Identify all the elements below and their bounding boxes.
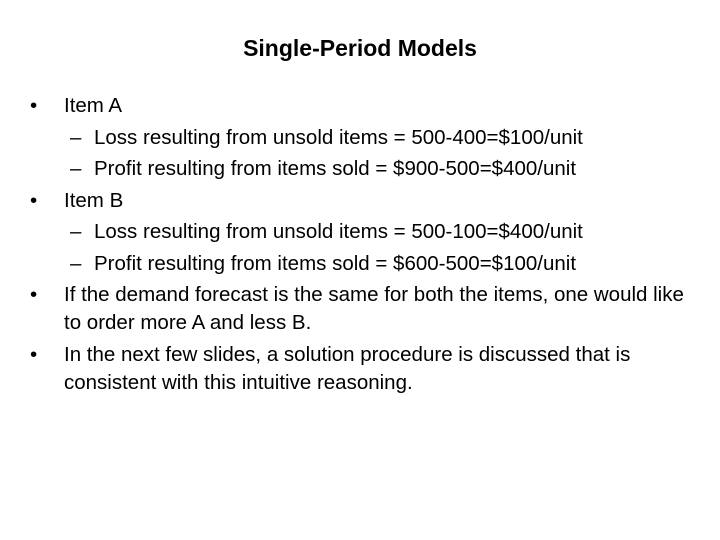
bullet-text: Item B bbox=[64, 188, 124, 212]
sub-item-a-profit bbox=[28, 155, 698, 183]
bullet-item-a bbox=[28, 92, 698, 120]
dash-marker: – bbox=[70, 157, 82, 180]
bullet-demand-forecast bbox=[28, 281, 698, 337]
sub-item-text: Loss resulting from unsold items = 500-400=$100/unit bbox=[94, 125, 583, 149]
bullet-marker: • bbox=[30, 283, 38, 306]
bullet-marker: • bbox=[30, 188, 38, 212]
bullet-marker: • bbox=[30, 342, 38, 366]
sub-item-b-profit bbox=[28, 250, 698, 278]
dash-marker: – bbox=[70, 125, 82, 149]
dash-marker: – bbox=[70, 251, 82, 275]
slide-title: Single-Period Models bbox=[243, 35, 477, 61]
sub-item-text: Profit resulting from items sold = $900-500=$400/unit bbox=[94, 157, 577, 180]
bullet-solution-procedure bbox=[28, 341, 698, 397]
bullet-text: If the demand forecast is the same for both the items, one would like to order more A and less B. bbox=[64, 283, 684, 334]
bullet-item-b bbox=[28, 187, 698, 215]
dash-marker: – bbox=[70, 220, 82, 243]
slide-content bbox=[28, 92, 698, 400]
bullet-text: Item A bbox=[64, 94, 123, 117]
sub-item-b-loss bbox=[28, 218, 698, 246]
bullet-marker: • bbox=[30, 94, 38, 117]
sub-item-a-loss bbox=[28, 124, 698, 152]
sub-item-text: Loss resulting from unsold items = 500-100=$400/unit bbox=[94, 220, 583, 243]
bullet-text: In the next few slides, a solution procedure is discussed that is consistent with this intuitive reasoning. bbox=[64, 342, 631, 394]
sub-item-text: Profit resulting from items sold = $600-500=$100/unit bbox=[94, 251, 577, 275]
